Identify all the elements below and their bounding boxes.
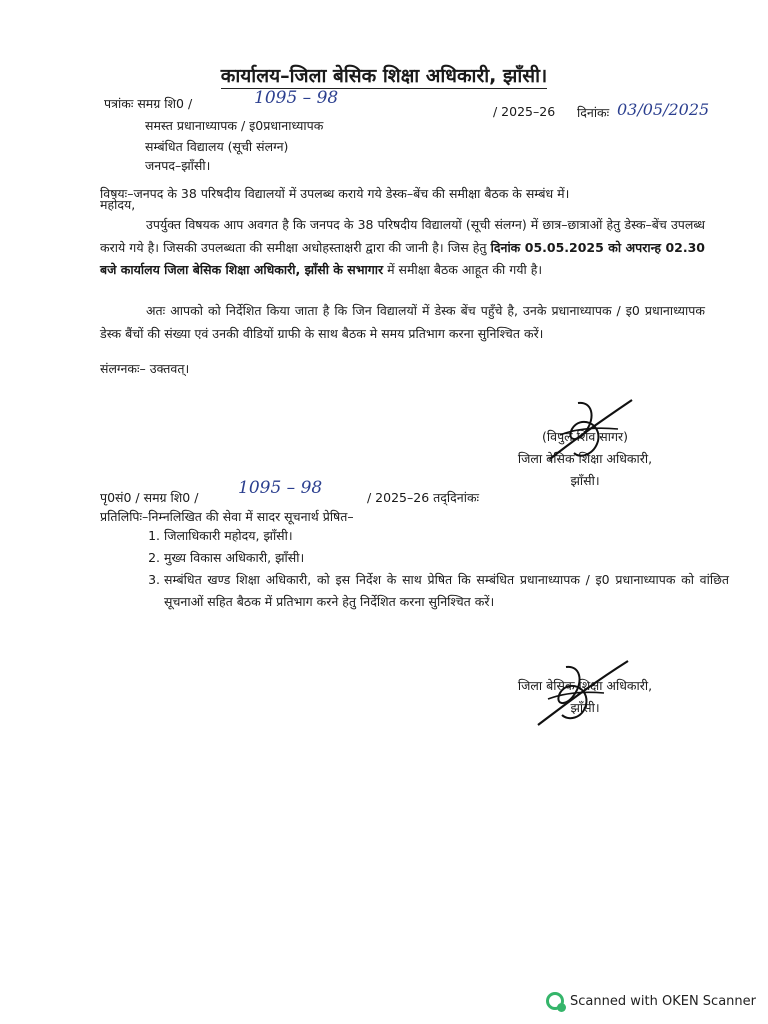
- signatory-place: झाँसी।: [570, 473, 600, 488]
- copy-recipient-2: 2. मुख्य विकास अधिकारी, झाँसी।: [164, 547, 729, 569]
- enclosure-line: संलग्नकः– उक्तवत्।: [100, 361, 190, 376]
- signatory-designation: जिला बेसिक शिक्षा अधिकारी,: [517, 451, 653, 466]
- addressee-line-1: समस्त प्रधानाध्यापक / इ0प्रधानाध्यापक: [145, 118, 324, 133]
- subject-line: विषयः–जनपद के 38 परिषदीय विद्यालयों में उपलब्ध कराये गये डेस्क–बेंच की समीक्षा बैठक के सम्बंध में।: [100, 186, 570, 201]
- signatory2-designation: जिला बेसिक शिक्षा अधिकारी,: [517, 678, 653, 693]
- salutation: महोदय,: [100, 197, 136, 212]
- oken-scanner-logo-icon: [546, 992, 564, 1010]
- para2-text: अतः आपको को निर्देशित किया जाता है कि जिन विद्यालयों में डेस्क बेंच पहुँचे है, उनके प्रधानाध्यापक / इ0 प्रधानाध्यापक डेस्क बैंचों की संख्या एवं उनकी वीडियों ग्राफी के साथ बैठक मे समय प्रतिभाग करना सुनिश्चित करें।: [100, 303, 705, 341]
- ref-label: पत्रांकः समग्र शि0 /: [104, 96, 193, 111]
- body-paragraph-1: [100, 214, 705, 282]
- handwritten-signature-2: [530, 655, 635, 730]
- para1-text-a: उपर्युक्त विषयक आप अवगत है कि जनपद के 38 परिषदीय विद्यालयों (सूची संलग्न) में छात्र–छात्राओं हेतु डेस्क–बेंच उपलब्ध कराये गये है। जिसकी उपलब्धता की समीक्षा अधोहस्ताक्षरी द्वारा की जानी है। जिस हेतु: [100, 217, 705, 255]
- ref-number-handwritten: 1095 – 98: [254, 88, 339, 108]
- copy-recipients-list: [140, 525, 729, 613]
- addressee-line-3: जनपद–झाँसी।: [145, 158, 211, 173]
- para1-meeting-details: दिनांक 05.05.2025 को अपरान्ह 02.30 बजे कार्यालय जिला बेसिक शिक्षा अधिकारी, झाँसी के सभागार: [100, 239, 705, 277]
- copy-recipient-1: 1. जिलाधिकारी महोदय, झाँसी।: [164, 525, 729, 547]
- ref-year: / 2025–26: [493, 104, 556, 119]
- scanner-watermark-text: Scanned with OKEN Scanner: [570, 993, 756, 1009]
- copy-year-date: / 2025–26 तद्‌दिनांकः: [367, 490, 480, 505]
- date-handwritten: 03/05/2025: [617, 100, 710, 119]
- handwritten-signature-1: [540, 395, 650, 470]
- copy-intro: प्रतिलिपिः–निम्नलिखित की सेवा में सादर सूचनार्थ प्रेषित–: [100, 509, 354, 524]
- signatory2-place: झाँसी।: [570, 700, 600, 715]
- copy-ref-label: पृ0सं0 / समग्र शि0 /: [100, 490, 199, 505]
- scanner-watermark: [546, 992, 756, 1010]
- signatory-name: (विपुल शिव सागर): [542, 429, 628, 444]
- date-label: दिनांकः: [577, 105, 610, 120]
- copy-recipient-3: 3. सम्बंधित खण्ड शिक्षा अधिकारी, को इस निर्देश के साथ प्रेषित कि सम्बंधित प्रधानाध्यापक / इ0 प्रधानाध्यापक को वांछित सूचनाओं सहित बैठक में प्रतिभाग करने हेतु निर्देशित करना सुनिश्चित करें।: [164, 569, 729, 613]
- office-title: [0, 62, 768, 88]
- body-paragraph-2: [100, 300, 705, 345]
- para1-text-c: में समीक्षा बैठक आहूत की गयी है।: [387, 262, 543, 277]
- addressee-line-2: सम्बंधित विद्यालय (सूची संलग्न): [145, 139, 289, 154]
- office-title-text: कार्यालय–जिला बेसिक शिक्षा अधिकारी, झाँसी।: [220, 65, 548, 87]
- copy-ref-number-handwritten: 1095 – 98: [238, 478, 323, 498]
